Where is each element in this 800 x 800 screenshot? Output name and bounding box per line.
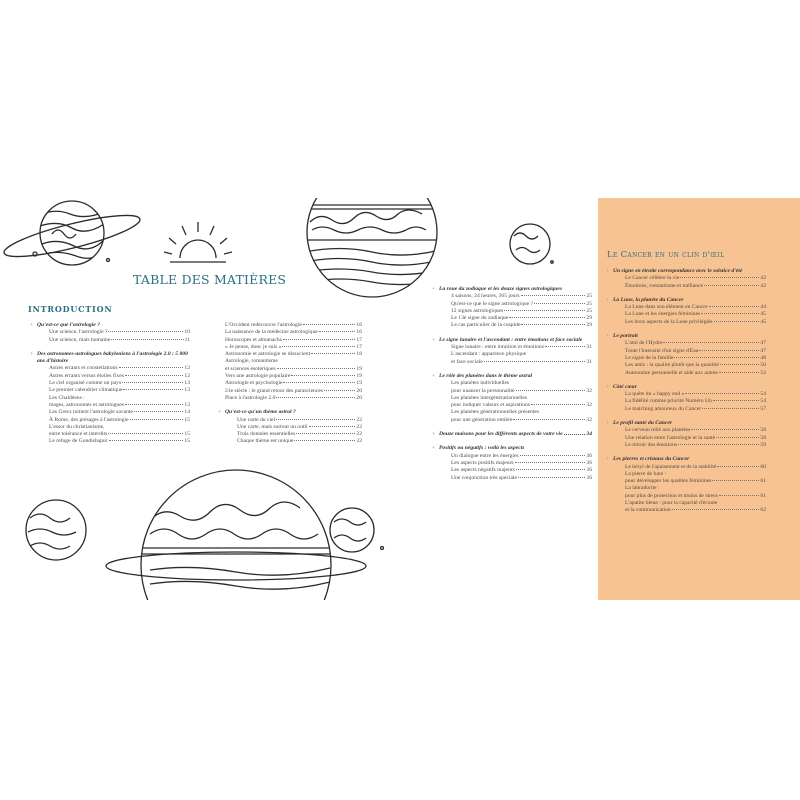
dot-leader (720, 364, 760, 365)
dot-leader (130, 419, 184, 420)
entry-page: 29 (586, 322, 592, 329)
toc-section[interactable] (432, 445, 592, 452)
toc-entry[interactable] (218, 322, 362, 329)
dot-leader (564, 434, 586, 435)
intro-heading[interactable]: INTRODUCTION (28, 304, 113, 314)
toc-section[interactable] (432, 373, 592, 380)
entry-title: Une science, mais humaine (49, 336, 111, 343)
entry-title: Qu'est-ce que le signe astrologique ? (451, 300, 533, 307)
entry-title: Une relation entre l'astrologie et la santé (625, 434, 716, 441)
section-title: Qu'est-ce qu'un thème astral ? (225, 409, 296, 416)
entry-page: 19 (356, 380, 362, 387)
entry-title: pour nuancer la personnalité (451, 387, 515, 394)
entry-page: 42 (760, 282, 766, 289)
toc-entry[interactable] (606, 319, 766, 326)
entry-title: pour plus de protection et moins de stress (625, 492, 718, 499)
entry-title: À Rome, des présages à l'astrologie (49, 416, 129, 423)
dot-leader (678, 444, 759, 445)
toc-entry[interactable] (606, 427, 766, 434)
entry-page: 16 (356, 322, 362, 328)
section-title: Le signe lunaire et l'ascendant : entre émotions et face sociale (439, 336, 583, 343)
dot-leader (663, 342, 759, 343)
entry-title: Une science, l'astrologie ? (49, 329, 108, 336)
toc-entry[interactable] (606, 275, 766, 282)
dot-leader (513, 419, 585, 420)
dot-leader (691, 429, 759, 430)
entry-title: 12 signes astrologiques (451, 307, 504, 314)
entry-title: L'ami de l'Hydre (625, 340, 663, 347)
entry-page: 47 (760, 340, 766, 347)
toc-entry[interactable] (30, 417, 190, 424)
entry-page: 29 (586, 315, 592, 322)
entry-title: Chaque thème est unique (237, 438, 294, 445)
dot-leader (680, 277, 759, 278)
dot-leader (516, 469, 586, 470)
toc-entry[interactable] (218, 438, 362, 445)
toc-entry[interactable] (606, 355, 766, 362)
toc-entry[interactable] (432, 315, 592, 322)
entry-page: 36 (586, 474, 592, 481)
toc-entry[interactable] (218, 417, 362, 424)
toc-entry[interactable] (432, 467, 592, 474)
entry-page: 10 (184, 329, 190, 336)
entry-page: 54 (760, 398, 766, 405)
entry-title: « Je pense, donc je suis » (225, 343, 282, 350)
entry-title: entre tolérance et interdits (49, 431, 108, 438)
toc-entry[interactable] (432, 417, 592, 424)
toc-entry[interactable] (432, 475, 592, 482)
dot-leader (291, 375, 355, 376)
entry-page: 59 (760, 441, 766, 448)
section-title: La Lune, la planète du Cancer (613, 296, 684, 303)
toc-column-2 (218, 322, 362, 446)
entry-title: L'ascendant : apparence physique (451, 351, 527, 358)
entry-page: 48 (760, 354, 766, 361)
toc-entry[interactable] (606, 507, 766, 514)
entry-title: La Lune et les énergies féminines (625, 311, 701, 318)
toc-entry[interactable] (218, 337, 362, 344)
entry-title: Les planètes intergénérationnelles (451, 394, 528, 401)
entry-page: 22 (356, 431, 362, 438)
toc-entry[interactable] (432, 351, 592, 358)
toc-entry[interactable] (606, 493, 766, 500)
entry-page: 13 (184, 380, 190, 387)
sun-icon (164, 222, 232, 262)
entry-page: 32 (586, 387, 592, 394)
dot-leader (515, 462, 586, 463)
entry-page: 60 (760, 463, 766, 470)
toc-entry[interactable] (218, 329, 362, 336)
entry-page: 58 (760, 427, 766, 434)
striped-planet-icon (300, 167, 445, 297)
entry-page: 11 (184, 336, 190, 343)
entry-page: 16 (356, 329, 362, 336)
dot-leader (108, 433, 183, 434)
dot-leader (685, 393, 759, 394)
toc-entry[interactable] (606, 340, 766, 347)
entry-page: 19 (356, 365, 362, 372)
entry-page: 20 (356, 394, 362, 401)
toc-column-1 (30, 322, 190, 446)
section-page: 34 (586, 431, 592, 438)
entry-page: 31 (586, 358, 592, 365)
toc-entry[interactable] (218, 395, 362, 402)
toc-section[interactable] (606, 268, 766, 275)
toc-entry[interactable] (218, 358, 362, 365)
entry-page: 45 (760, 311, 766, 318)
ringed-planet-icon (1, 201, 143, 265)
entry-page: 31 (586, 344, 592, 351)
dot-leader (294, 440, 355, 441)
entry-page: 45 (760, 318, 766, 325)
entry-title: Le refuge de Gondishapur (49, 438, 108, 445)
toc-entry[interactable] (432, 322, 592, 329)
toc-entry[interactable] (606, 464, 766, 471)
dot-leader (521, 324, 585, 325)
entry-page: 13 (184, 387, 190, 394)
dot-leader (484, 361, 586, 362)
entry-page: 44 (760, 304, 766, 311)
dot-leader (276, 419, 355, 420)
entry-page: 32 (586, 416, 592, 423)
entry-title: et la communication (625, 507, 671, 514)
panel-title: Le Cancer en un clin d'œil (607, 250, 725, 260)
section-title: La roue du zodiaque et les douze signes astrologiques (439, 286, 563, 292)
entry-page: 20 (356, 387, 362, 394)
entry-title: Émotions, romantisme et méfiance (625, 282, 703, 289)
entry-title: La quête du « happy end » (625, 391, 685, 398)
entry-page: 54 (760, 391, 766, 398)
toc-section[interactable] (606, 297, 766, 304)
entry-title: Le premier calendrier climatique (49, 387, 123, 394)
toc-section[interactable] (218, 409, 362, 416)
dot-leader (516, 390, 586, 391)
entry-title: Vers une astrologie populaire (225, 373, 291, 380)
entry-page: 61 (760, 478, 766, 485)
entry-page: 15 (184, 416, 190, 423)
dot-leader (701, 313, 759, 314)
dot-leader (283, 382, 355, 383)
entry-title: Le Cancer célèbre la vie (625, 275, 680, 282)
entry-title: Le béryl de l'apaisement et de la stabilité (625, 463, 717, 470)
dot-leader (713, 400, 760, 401)
dot-leader (134, 411, 183, 412)
dot-leader (311, 353, 355, 354)
dot-leader (717, 466, 759, 467)
dot-leader (108, 331, 183, 332)
toc-entry[interactable] (30, 337, 190, 344)
entry-page: 15 (184, 438, 190, 445)
section-title: + Douze maisons pour les différents aspects de votre vie (439, 431, 563, 438)
toc-entry[interactable] (30, 402, 190, 409)
dot-leader (534, 303, 585, 304)
toc-entry[interactable] (30, 409, 190, 416)
toc-entry[interactable] (218, 431, 362, 438)
entry-title: Les Chaldéens : (49, 394, 85, 401)
entry-page: 61 (760, 492, 766, 499)
dot-leader (125, 375, 184, 376)
dot-leader (504, 310, 585, 311)
cloud-planet-icon (106, 470, 366, 660)
dot-leader (123, 389, 183, 390)
dot-leader (719, 372, 760, 373)
entry-title: Une carte du ciel (237, 416, 276, 423)
entry-title: La pierre de lune : (625, 470, 666, 477)
small-moon-icon (510, 224, 553, 264)
toc-entry[interactable] (606, 348, 766, 355)
dot-leader (122, 382, 183, 383)
entry-title: et face sociale (451, 358, 483, 365)
dot-leader (303, 324, 356, 325)
toc-entry[interactable] (218, 424, 362, 431)
toc-entry[interactable] (432, 402, 592, 409)
toc-entry[interactable] (218, 344, 362, 351)
section-title: Côté cœur (613, 383, 637, 390)
entry-title: La fidélité comme priorité Numéro Un (625, 398, 712, 405)
entry-page: 50 (760, 362, 766, 369)
dot-leader (672, 509, 760, 510)
entry-page: 36 (586, 452, 592, 459)
entry-page: 22 (356, 423, 362, 430)
toc-entry[interactable] (432, 359, 592, 366)
entry-title: Les aspects positifs majeurs (451, 459, 514, 466)
entry-title: Les aspects négatifs majeurs (451, 467, 515, 474)
entry-page: 25 (586, 307, 592, 314)
entry-page: 25 (586, 300, 592, 307)
toc-section[interactable] (432, 431, 592, 438)
toc-entry[interactable] (606, 311, 766, 318)
entry-title: L'essor du christianisme, (49, 423, 105, 430)
toc-entry[interactable] (606, 370, 766, 377)
entry-title: pour une génération entière (451, 416, 513, 423)
entry-page: 32 (586, 402, 592, 409)
dot-leader (518, 477, 585, 478)
entry-page: 58 (760, 434, 766, 441)
toc-entry[interactable] (30, 395, 190, 402)
toc-entry[interactable] (30, 380, 190, 387)
toc-entry[interactable] (606, 362, 766, 369)
entry-page: 19 (356, 373, 362, 380)
dot-leader (716, 437, 759, 438)
entry-page: 42 (760, 275, 766, 282)
section-title: Un signe en étroite correspondance avec le solstice d'été (613, 268, 743, 274)
dot-leader (704, 285, 759, 286)
section-title: Qu'est-ce que l'astrologie ? (37, 322, 100, 328)
toc-entry[interactable] (606, 406, 766, 413)
entry-title: mages, astronomes et astrologues (49, 401, 124, 408)
toc-section[interactable] (606, 456, 766, 463)
entry-title: Astrologie, romantisme (225, 358, 278, 365)
section-title: Les pierres et cristaux du Cancer (613, 456, 690, 463)
dot-leader (276, 397, 355, 398)
entry-page: 36 (586, 459, 592, 466)
toc-entry[interactable] (432, 308, 592, 315)
toc-section[interactable] (606, 420, 766, 427)
toc-entry[interactable] (606, 500, 766, 507)
toc-entry[interactable] (30, 438, 190, 445)
toc-entry[interactable] (432, 395, 592, 402)
dot-leader (282, 346, 355, 347)
dot-leader (277, 368, 356, 369)
toc-entry[interactable] (606, 283, 766, 290)
entry-page: 12 (184, 372, 190, 379)
entry-title: Le 13e signe du zodiaque (451, 315, 509, 322)
toc-section[interactable] (606, 333, 766, 340)
entry-page: 12 (184, 365, 190, 372)
entry-title: Signe lunaire : entre intuition et émotions (451, 344, 544, 351)
toc-entry[interactable] (218, 366, 362, 373)
entry-title: pour indiquer valeurs et aspirations (451, 402, 530, 409)
dot-leader (674, 357, 759, 358)
dot-leader (111, 339, 183, 340)
entry-title: La labradorite : (625, 485, 660, 492)
dot-leader (714, 321, 760, 322)
entry-title: L'apatite bleue : pour la capacité d'écoute (625, 500, 718, 507)
entry-title: Astronomie et astrologie se dissocient (225, 351, 311, 358)
entry-page: 52 (760, 369, 766, 376)
entry-title: Place à l'astrologie 2.0 (225, 394, 276, 401)
toc-entry[interactable] (606, 485, 766, 492)
toc-entry[interactable] (218, 351, 362, 358)
toc-entry[interactable] (432, 301, 592, 308)
entry-title: pour développer les qualités féminines (625, 478, 712, 485)
entry-page: 22 (356, 438, 362, 445)
entry-title: Trois données essentielles (237, 431, 296, 438)
entry-title: et sciences ésotériques (225, 365, 276, 372)
entry-page: 17 (356, 336, 362, 343)
entry-title: Les Grecs initient l'astrologie savante (49, 409, 133, 416)
toc-entry[interactable] (606, 478, 766, 485)
panel-toc (606, 268, 766, 515)
toc-entry[interactable] (218, 380, 362, 387)
entry-title: Astres errants versus étoiles fixes (49, 372, 124, 379)
entry-title: 4 saisons, 24 heures, 365 jours (451, 293, 520, 300)
toc-entry[interactable] (30, 373, 190, 380)
dot-leader (283, 339, 356, 340)
entry-title: Horoscopes et almanachs (225, 336, 282, 343)
toc-entry[interactable] (218, 373, 362, 380)
section-title: Des astronomes-astrologues babyloniens à l'astrologie 2.0 : 5 000 ans d'histoire (37, 350, 188, 365)
dot-leader (545, 346, 586, 347)
entry-page: 47 (760, 347, 766, 354)
entry-page: 14 (184, 409, 190, 416)
dot-leader (324, 390, 355, 391)
toc-entry[interactable] (432, 380, 592, 387)
toc-entry[interactable] (432, 293, 592, 300)
crater-moon-icon (330, 508, 384, 552)
toc-entry[interactable] (30, 329, 190, 336)
entry-title: Le miroir des émotions (625, 441, 678, 448)
toc-entry[interactable] (606, 442, 766, 449)
dot-leader (702, 408, 759, 409)
entry-title: Les bons aspects de la Lune privilégiés (625, 318, 713, 325)
entry-title: 21e siècle : le grand retour des parasciences (225, 387, 323, 394)
dot-leader (709, 306, 760, 307)
entry-title: La Lune dans son élément en Cancer (625, 304, 708, 311)
section-title: Positifs ou négatifs : voilà les aspects (439, 445, 525, 452)
swirl-moon-icon (26, 500, 86, 560)
entry-title: Les planètes générationnelles présentes (451, 409, 540, 416)
toc-section[interactable] (30, 322, 190, 329)
entry-title: Le matching amoureux du Cancer (625, 405, 702, 412)
section-title: Le rôle des planètes dans le thème astral (439, 372, 533, 379)
entry-page: 22 (356, 416, 362, 423)
toc-entry[interactable] (432, 453, 592, 460)
section-title: Le profil santé du Cancer (613, 420, 673, 427)
entry-title: Les planètes individuelles (451, 380, 510, 387)
entry-title: La naissance de la médecine astrologique (225, 329, 318, 336)
entry-page: 62 (760, 507, 766, 514)
toc-title: TABLE DES MATIÈRES (133, 272, 287, 287)
entry-title: Une carte, mais surtout un outil (237, 423, 308, 430)
entry-title: L'Occident redécouvre l'astrologie (225, 322, 302, 328)
toc-section[interactable] (432, 337, 592, 344)
toc-entry[interactable] (30, 365, 190, 372)
entry-title: Le ciel organisé comme un pays (49, 380, 122, 387)
entry-title: Un dialogue entre les énergies (451, 452, 519, 459)
toc-section[interactable] (30, 351, 190, 366)
dot-leader (296, 433, 355, 434)
toc-entry[interactable] (432, 409, 592, 416)
entry-page: 36 (586, 467, 592, 474)
entry-title: Le cas particulier de la cuspide (451, 322, 521, 329)
entry-page: 18 (356, 351, 362, 358)
toc-column-3 (432, 286, 592, 482)
dot-leader (309, 426, 356, 427)
entry-title: Autonomie personnelle et aide aux autres (625, 369, 718, 376)
entry-page: 13 (184, 401, 190, 408)
toc-entry[interactable] (30, 424, 190, 431)
entry-title: Les amis : la qualité plutôt que la quantité (625, 362, 719, 369)
entry-page: 17 (356, 343, 362, 350)
entry-page: 15 (184, 431, 190, 438)
dot-leader (125, 404, 184, 405)
dot-leader (699, 350, 759, 351)
dot-leader (521, 295, 586, 296)
toc-entry[interactable] (432, 388, 592, 395)
dot-leader (509, 317, 585, 318)
section-title: Le portrait (613, 333, 638, 340)
toc-entry[interactable] (606, 398, 766, 405)
toc-entry[interactable] (606, 435, 766, 442)
entry-title: Une conjonction très spéciale (451, 474, 518, 481)
entry-title: Le cerveau relié aux planètes (625, 427, 691, 434)
dot-leader (712, 480, 759, 481)
entry-title: Toute l'intensité d'un signe d'Eau (625, 347, 699, 354)
entry-title: Astres errants et constellations (49, 365, 118, 372)
dot-leader (119, 367, 184, 368)
dot-leader (319, 331, 356, 332)
dot-leader (531, 404, 585, 405)
toc-section[interactable] (606, 384, 766, 391)
entry-page: 57 (760, 405, 766, 412)
toc-section[interactable] (432, 286, 592, 293)
dot-leader (719, 495, 760, 496)
entry-title: Le signe de la famille (625, 354, 674, 361)
entry-page: 25 (586, 293, 592, 300)
dot-leader (520, 455, 586, 456)
toc-entry[interactable] (432, 344, 592, 351)
entry-title: Astrologie et psychologie (225, 380, 283, 387)
dot-leader (109, 440, 184, 441)
toc-entry[interactable] (30, 387, 190, 394)
toc-entry[interactable] (218, 388, 362, 395)
